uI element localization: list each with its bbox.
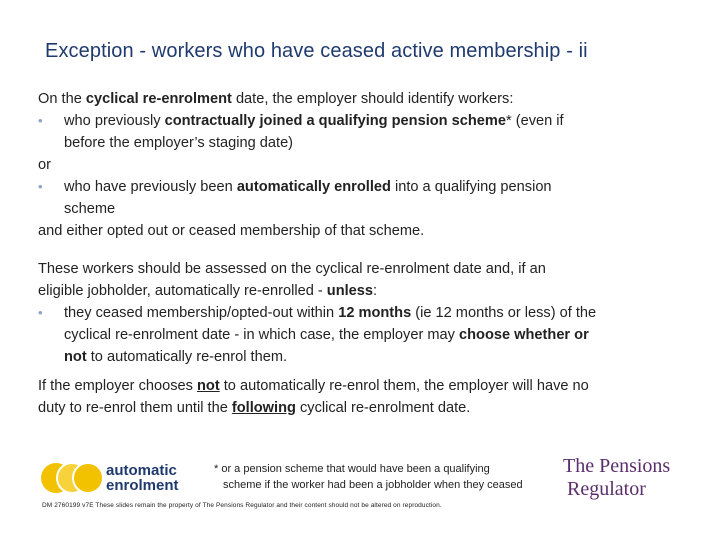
paragraph-no-duty: If the employer chooses not to automatically re-enrol them, the employer will have no duty to re-enrol them until the following cyclical re-enrolment date. bbox=[38, 378, 589, 416]
bullet-dot-icon: • bbox=[38, 179, 43, 194]
bullet-auto-enrolled: • who have previously been automatically enrolled into a qualifying pension scheme bbox=[38, 176, 693, 220]
bullet-contractual: • who previously contractually joined a qualifying pension scheme* (even if before the employer’s staging date) bbox=[38, 110, 693, 154]
copyright-notice: DM 2760199 v7E These slides remain the property of The Pensions Regulator and their content should not be altered on reproduction. bbox=[42, 502, 442, 509]
or-line: or bbox=[38, 157, 51, 173]
circles-logo-icon bbox=[40, 458, 110, 498]
intro-line: On the cyclical re-enrolment date, the employer should identify workers: bbox=[38, 91, 514, 107]
pensions-regulator-logo: The Pensions Regulator bbox=[563, 455, 671, 500]
paragraph-assessment: These workers should be assessed on the cyclical re-enrolment date and, if an eligible jobholder, automatically re-enrolled - unless: • they ceased membership/opted-out within 12 months (ie 12 months or less) of the cyclical re-enrolment date - in which case, the employer may choose whether or not to automatically re-enrol them. bbox=[38, 258, 693, 368]
bullet-ceased-membership: • they ceased membership/opted-out within 12 months (ie 12 months or less) of the cyclical re-enrolment date - in which case, the employer may choose whether or not to automatically re-enrol them. bbox=[38, 302, 693, 368]
footnote: * or a pension scheme that would have been a qualifying scheme if the worker had been a jobholder when they ceased bbox=[214, 463, 523, 491]
automatic-enrolment-wordmark: automatic enrolment bbox=[106, 462, 179, 494]
slide-title: Exception - workers who have ceased active membership - ii bbox=[45, 40, 588, 62]
paragraph-identify-workers bbox=[38, 88, 693, 242]
bullet-dot-icon: • bbox=[38, 113, 43, 128]
bullet-dot-icon: • bbox=[38, 305, 43, 320]
outro-line: and either opted out or ceased membership of that scheme. bbox=[38, 223, 425, 239]
